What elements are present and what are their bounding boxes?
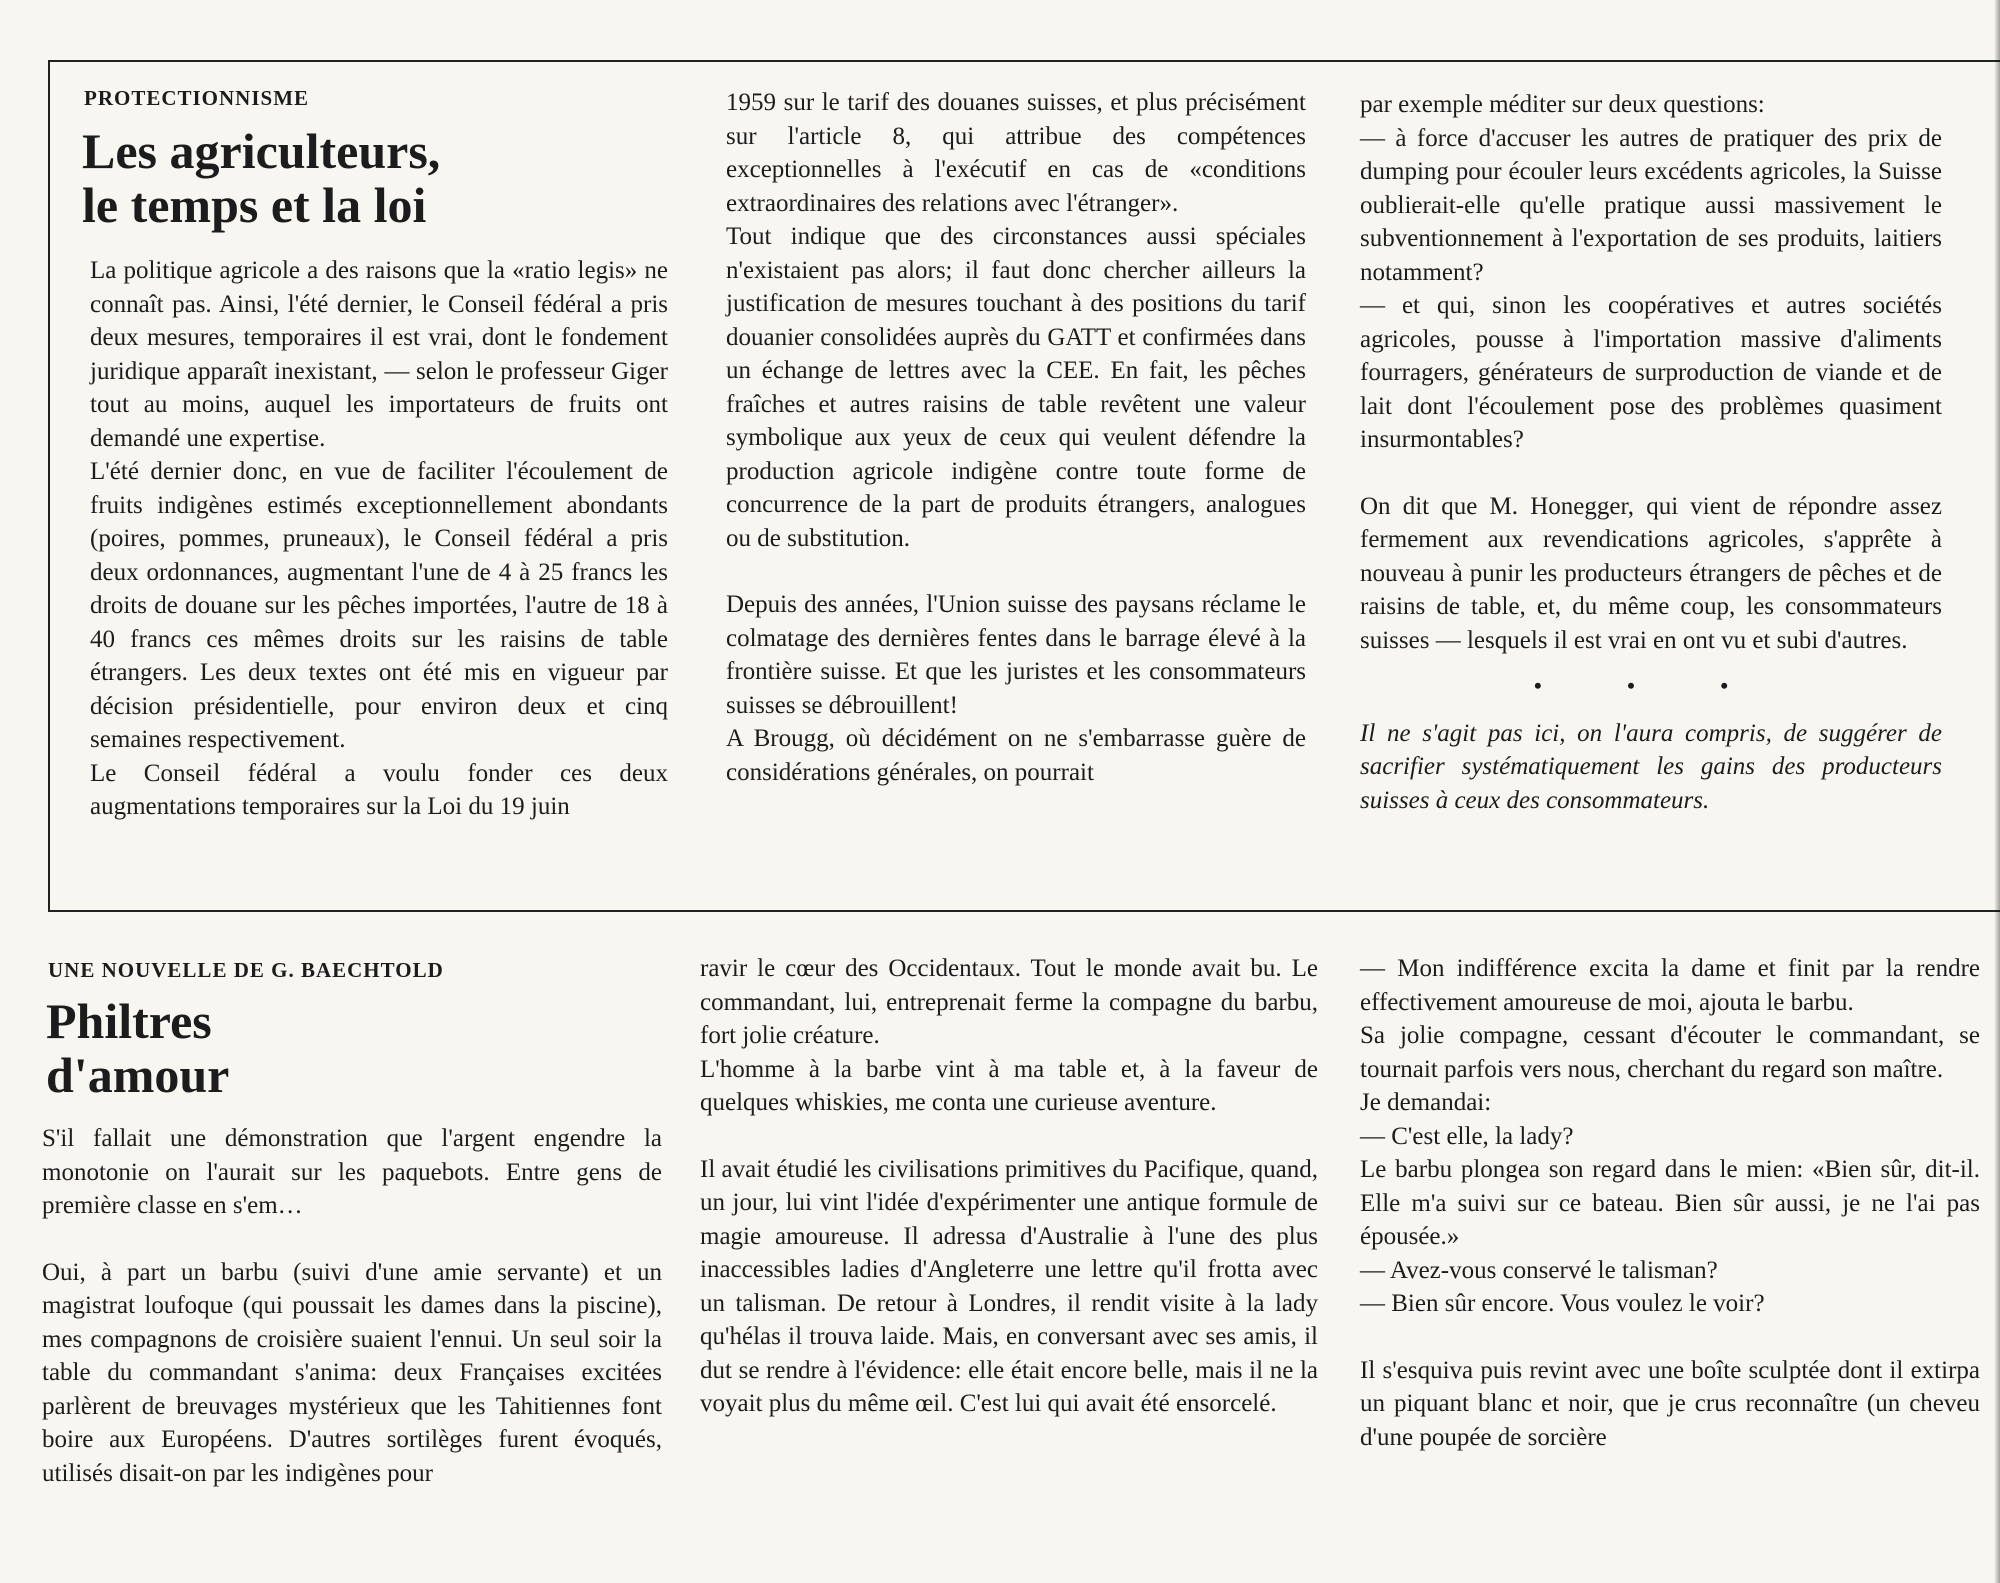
paragraph: — Bien sûr encore. Vous voulez le voir? (1360, 1290, 1765, 1317)
paragraph: A Brougg, où décidément on ne s'embarrasse guère de considérations générales, on pourrait (726, 725, 1306, 786)
paragraph: Je demandai: (1360, 1089, 1492, 1116)
paragraph: par exemple méditer sur deux questions: (1360, 91, 1765, 118)
paragraph: — et qui, sinon les coopératives et autres sociétés agricoles, pousse à l'importation massive d'aliments fourragers, générateurs de surproduction de viande et de lait dont l'écoulement pose des problèmes quasiment insurmontables? (1360, 292, 1942, 453)
article2-column-1 (42, 1122, 662, 1490)
paragraph: ravir le cœur des Occidentaux. Tout le monde avait bu. Le commandant, lui, entreprenait ferme la compagne du barbu, fort jolie créature. (700, 955, 1318, 1049)
headline-line-1: Les agriculteurs, (82, 123, 441, 179)
paragraph: — Mon indifférence excita la dame et finit par la rendre effectivement amoureuse de moi, ajouta le barbu. (1360, 955, 1980, 1016)
paragraph: Le barbu plongea son regard dans le mien: «Bien sûr, dit-il. Elle m'a suivi sur ce bateau. Bien sûr aussi, je ne l'ai pas épousée.» (1360, 1156, 1980, 1250)
article1-column-3 (1360, 88, 1942, 817)
paragraph: Sa jolie compagne, cessant d'écouter le commandant, se tournait parfois vers nous, cherchant du regard son maître. (1360, 1022, 1980, 1083)
paragraph: Depuis des années, l'Union suisse des paysans réclame le colmatage des dernières fentes dans le barrage élevé à la frontière suisse. Et que les juristes et les consommateurs suisses se débrouillent! (726, 591, 1306, 719)
paragraph: Le Conseil fédéral a voulu fonder ces deux augmentations temporaires sur la Loi du 19 juin (90, 759, 668, 820)
page-edge-shadow (1994, 0, 2000, 1583)
kicker-protectionnisme: PROTECTIONNISME (84, 86, 310, 110)
paragraph: Tout indique que des circonstances aussi spéciales n'existaient pas alors; il faut donc chercher ailleurs la justification de mesures touchant à des positions du tarif douanier consolidées auprès du GATT et confirmées dans un échange de lettres avec la CEE. En fait, les pêches fraîches et autres raisins de table revêtent une valeur symbolique aux yeux de ceux qui veulent défendre la production agricole indigène contre toute forme de concurrence de la part de produits étrangers, analogues ou de substitution. (726, 223, 1306, 552)
paragraph: Oui, à part un barbu (suivi d'une amie servante) et un magistrat loufoque (qui poussait les dames dans la piscine), mes compagnons de croisière suaient l'ennui. Un seul soir la table du commandant s'anima: deux Françaises excitées parlèrent de breuvages mystérieux que les Tahitiennes font boire aux Européens. D'autres sortilèges furent évoqués, utilisés disait-on par les indigènes pour (42, 1258, 662, 1487)
paragraph: Il avait étudié les civilisations primitives du Pacifique, quand, un jour, lui vint l'idée d'expérimenter une antique formule de magie amoureuse. Il adressa d'Australie à l'une des plus inaccessibles ladies d'Angleterre une lettre qu'il frotta avec un talisman. De retour à Londres, il rendit visite à la lady qu'hélas il trouva laide. Mais, en conversant avec ses amis, il dut se rendre à l'évidence: elle était encore belle, mais il ne la voyait plus du même œil. C'est lui qui avait été ensorcelé. (700, 1155, 1318, 1417)
article2-column-3 (1360, 952, 1980, 1454)
paragraph: — Avez-vous conservé le talisman? (1360, 1256, 1718, 1284)
paragraph: On dit que M. Honegger, qui vient de répondre assez fermement aux revendications agricoles, s'apprête à nouveau à punir les producteurs étrangers de pêches et de raisins de table, et, du même coup, les consommateurs suisses — lesquels il est vrai en ont vu et subi d'autres. (1360, 492, 1942, 654)
headline-line-1: Philtres (46, 993, 212, 1049)
paragraph: — C'est elle, la lady? (1360, 1122, 1574, 1150)
paragraph: L'été dernier donc, en vue de faciliter l'écoulement de fruits indigènes estimés exceptionnellement abondants (poires, pommes, pruneaux), le Conseil fédéral a pris deux ordonnances, augmentant l'une de 4 à 25 francs les droits de douane sur les pêches importées, l'autre de 18 à 40 francs ces mêmes droits sur les raisins de table étrangers. Les deux textes ont été mis en vigueur par décision présidentielle, pour environ deux et cinq semaines respectivement. (90, 458, 668, 753)
headline-agriculteurs (82, 124, 440, 232)
paragraph: S'il fallait une démonstration que l'argent engendre la monotonie on l'aurait sur les paquebots. Entre gens de première classe en s'em… (42, 1125, 662, 1219)
article1-column-1 (90, 254, 668, 824)
article1-column-2 (726, 86, 1306, 789)
paragraph: 1959 sur le tarif des douanes suisses, et plus précisément sur l'article 8, qui attribue des compétences exceptionnelles à l'exécutif en cas de «conditions extraordinaires des relations avec l'étranger». (726, 89, 1306, 217)
headline-line-2: le temps et la loi (82, 177, 427, 233)
paragraph: La politique agricole a des raisons que la «ratio legis» ne connaît pas. Ainsi, l'été dernier, le Conseil fédéral a pris deux mesures, temporaires il est vrai, dont le fondement juridique apparaît inexistant, — selon le professeur Giger tout au moins, auquel les importateurs de fruits ont demandé une expertise. (90, 257, 668, 452)
paragraph: — à force d'accuser les autres de pratiquer des prix de dumping pour écouler leurs excédents agricoles, la Suisse oublierait-elle qu'elle pratique aussi massivement le subventionnement à l'exportation de ses produits, laitiers notamment? (1360, 124, 1942, 286)
article2-column-2 (700, 952, 1318, 1421)
closing-note: Il ne s'agit pas ici, on l'aura compris, de suggérer de sacrifier systématiquement les gains des producteurs suisses à ceux des consommateurs. (1360, 719, 1942, 814)
paragraph: L'homme à la barbe vint à ma table et, à la faveur de quelques whiskies, me conta une curieuse aventure. (700, 1055, 1318, 1116)
kicker-nouvelle: UNE NOUVELLE DE G. BAECHTOLD (48, 958, 444, 982)
headline-philtres (46, 994, 229, 1102)
paragraph: Il s'esquiva puis revint avec une boîte sculptée dont il extirpa un piquant blanc et noir, que je crus reconnaître (un cheveu d'une poupée de sorcière (1360, 1356, 1980, 1451)
headline-line-2: d'amour (46, 1047, 230, 1103)
section-separator-stars: • • • (1533, 673, 1769, 698)
